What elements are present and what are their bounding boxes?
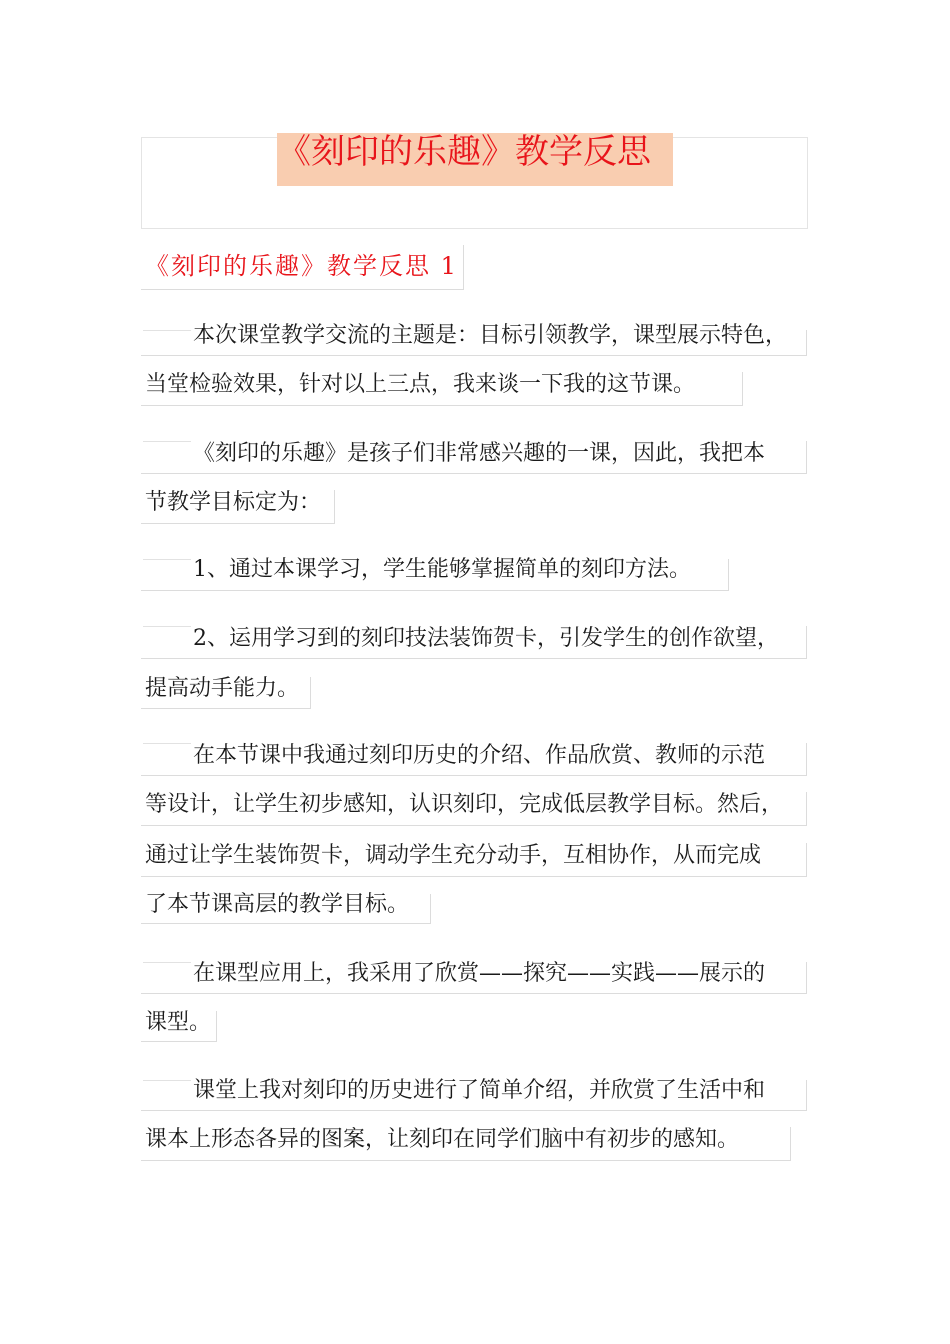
section-title: 《刻印的乐趣》教学反思 1 [145, 252, 458, 280]
paragraph-line: 了本节课高层的教学目标。 [145, 892, 410, 917]
paragraph-line: 课型。 [145, 1010, 212, 1035]
paragraph-line: 1、通过本课学习，学生能够掌握简单的刻印方法。 [193, 557, 691, 582]
paragraph-line: 课本上形态各异的图案，让刻印在同学们脑中有初步的感知。 [145, 1127, 740, 1152]
paragraph-line: 在课型应用上，我采用了欣赏——探究——实践——展示的 [193, 961, 766, 986]
paragraph-line: 节教学目标定为： [145, 490, 322, 515]
paragraph-line: 等设计，让学生初步感知，认识刻印，完成低层教学目标。然后， [145, 792, 784, 817]
paragraph-line: 在本节课中我通过刻印历史的介绍、作品欣赏、教师的示范 [193, 743, 766, 768]
paragraph-line: 2、运用学习到的刻印技法装饰贺卡，引发学生的创作欲望， [193, 626, 779, 651]
paragraph-line: 本次课堂教学交流的主题是：目标引领教学，课型展示特色， [193, 323, 788, 348]
paragraph-line: 《刻印的乐趣》是孩子们非常感兴趣的一课，因此，我把本 [193, 441, 766, 466]
paragraph-line: 通过让学生装饰贺卡，调动学生充分动手，互相协作，从而完成 [145, 843, 762, 868]
paragraph-line: 课堂上我对刻印的历史进行了简单介绍，并欣赏了生活中和 [193, 1078, 766, 1103]
paragraph-line: 提高动手能力。 [145, 676, 300, 701]
paragraph-line: 当堂检验效果，针对以上三点，我来谈一下我的这节课。 [145, 372, 696, 397]
page-title: 《刻印的乐趣》教学反思 [277, 132, 651, 172]
